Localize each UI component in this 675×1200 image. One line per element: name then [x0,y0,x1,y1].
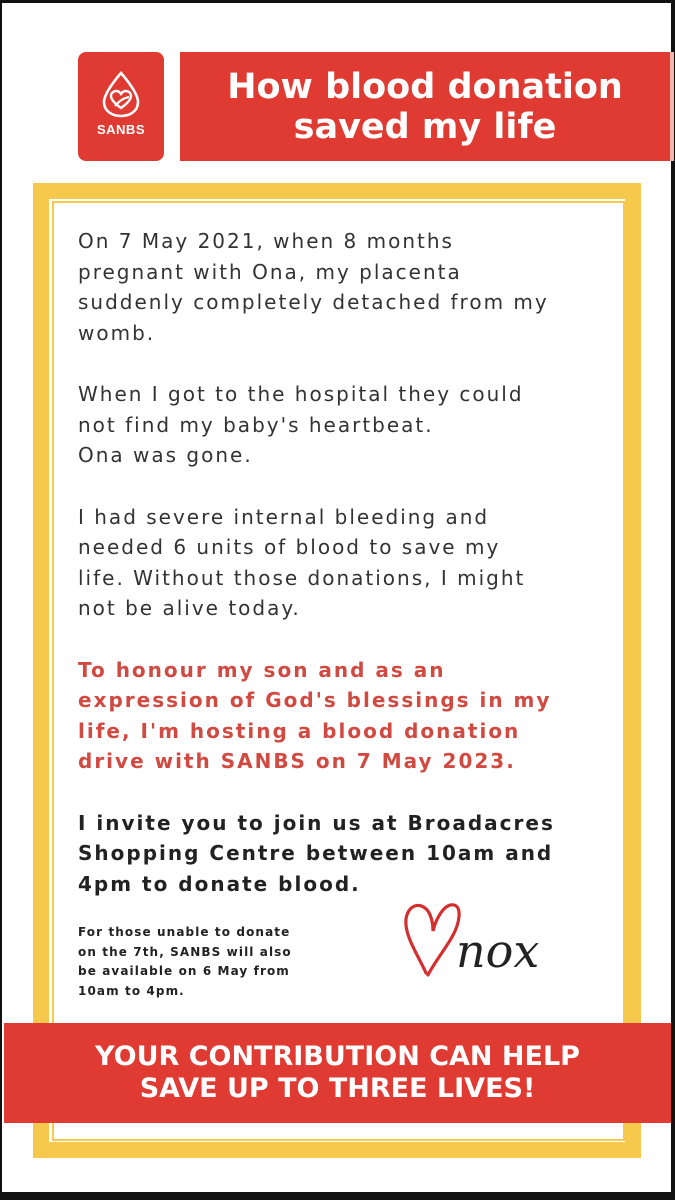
story-paragraph-3 [78,502,598,624]
story-paragraph-1 [78,226,598,348]
alternate-date-note [78,923,343,1001]
text-line: Shopping Centre between 10am and [78,841,554,865]
text-line: I invite you to join us at Broadacres [78,810,555,835]
highlight-paragraph [78,655,598,777]
text-line: not be alive today. [78,596,301,620]
text-line: life, I'm hosting a blood donation [78,718,521,743]
footer-line: YOUR CONTRIBUTION CAN HELP [95,1041,580,1072]
text-line: To honour my son and as an [78,657,446,682]
signature-text: nox [456,924,540,978]
sanbs-logo [78,52,164,161]
note-line: 10am to 4pm. [78,983,185,998]
story-paragraph-2 [78,379,598,471]
text-line: Ona was gone. [78,443,253,467]
note-line: be available on 6 May from [78,964,290,978]
frame-top-border [0,0,675,3]
text-line: When I got to the hospital they could [78,382,524,406]
logo-label: SANBS [96,122,145,137]
text-line: needed 6 units of blood to save my [78,535,501,559]
title-banner [180,52,674,161]
text-line: On 7 May 2021, when 8 months [78,229,454,253]
title-line: How blood donation [227,66,623,107]
frame-left-border [0,0,2,1200]
text-line: pregnant with Ona, my placenta [78,259,462,284]
heart-signature-icon [398,895,598,1005]
text-line: I had severe internal bleeding and [78,504,490,529]
invitation-paragraph [78,808,598,900]
blood-drop-heart-icon [99,70,143,118]
note-line: on the 7th, SANBS will also [78,944,292,959]
text-line: 4pm to donate blood. [78,871,361,896]
text-line: suddenly completely detached from my [78,290,549,314]
title-line: saved my life [293,106,557,147]
text-line: not find my baby's heartbeat. [78,412,434,437]
frame-bottom-border [0,1192,675,1200]
page-title [180,67,670,147]
text-line: expression of God's blessings in my [78,688,552,712]
frame-right-border [671,0,675,1200]
text-line: womb. [78,320,156,345]
text-line: drive with SANBS on 7 May 2023. [78,749,516,773]
footer-banner [4,1023,671,1123]
note-line: For those unable to donate [78,925,291,939]
text-line: life. Without those donations, I might [78,565,526,590]
story-content [78,226,598,930]
footer-line: SAVE UP TO THREE LIVES! [139,1073,536,1104]
